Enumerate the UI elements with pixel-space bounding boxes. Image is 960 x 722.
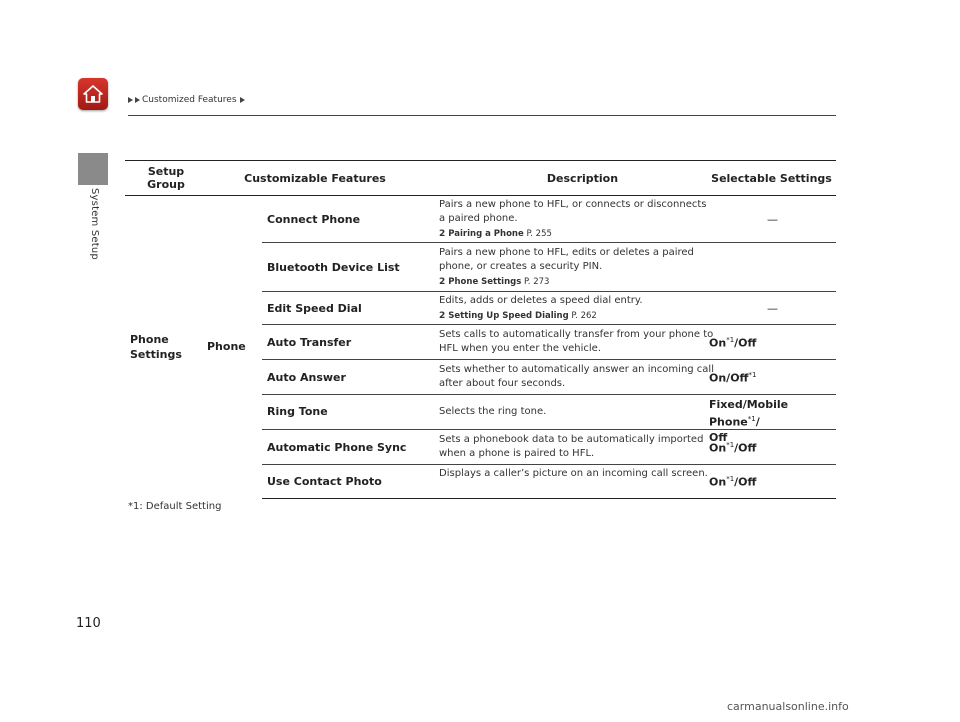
- header-selectable-settings: Selectable Settings: [711, 171, 832, 185]
- reference-title: Phone Settings: [448, 277, 522, 287]
- feature-name: Automatic Phone Sync: [267, 441, 407, 454]
- setting-value: On/Off$^{*1}$: [709, 371, 757, 385]
- setting-value: On$^{*1}$/Off: [709, 336, 757, 350]
- default-marker: *1: [748, 371, 757, 379]
- reference-arrow-icon: 2: [439, 311, 446, 321]
- feature-name: Bluetooth Device List: [267, 261, 400, 274]
- description-text: Pairs a new phone to HFL, edits or deletes a paired phone, or creates a security PIN.: [439, 247, 694, 272]
- breadcrumb-arrow-icon: [240, 97, 245, 103]
- table-row: [262, 395, 836, 444]
- feature-name: Use Contact Photo: [267, 475, 382, 488]
- feature-description: [439, 246, 714, 289]
- reference-title: Pairing a Phone: [448, 229, 524, 239]
- table-row: [262, 464, 836, 499]
- breadcrumb-arrow-icon: [128, 97, 133, 103]
- default-marker: *1: [726, 475, 735, 483]
- cross-reference[interactable]: [439, 227, 714, 241]
- feature-name: Auto Transfer: [267, 336, 352, 349]
- home-icon[interactable]: [78, 78, 108, 110]
- settings-table: [125, 160, 836, 489]
- page-number: 110: [76, 616, 101, 631]
- header-customizable-features: Customizable Features: [244, 171, 386, 185]
- feature-name: Ring Tone: [267, 405, 328, 418]
- table-row: [262, 196, 836, 243]
- chapter-tab[interactable]: [78, 153, 108, 185]
- setting-value: —: [767, 213, 778, 226]
- breadcrumb: [128, 95, 247, 105]
- feature-description: [439, 294, 714, 323]
- table-row: [262, 430, 836, 465]
- description-text: Sets a phonebook data to be automatically imported when a phone is paired to HFL.: [439, 434, 704, 459]
- description-text: Selects the ring tone.: [439, 406, 547, 417]
- description-text: Sets calls to automatically transfer from your phone to HFL when you enter the vehicle.: [439, 329, 714, 354]
- setting-value: —: [767, 302, 778, 315]
- header-description: Description: [546, 171, 619, 185]
- chapter-label: System Setup: [89, 188, 100, 260]
- reference-page: P. 262: [571, 311, 597, 321]
- setting-value: Fixed/Mobile Phone$^{*1}$/ Off: [709, 398, 789, 444]
- cross-reference[interactable]: [439, 309, 714, 323]
- reference-arrow-icon: 2: [439, 229, 446, 239]
- feature-name: Edit Speed Dial: [267, 302, 362, 315]
- watermark: carmanualsonline.info: [727, 700, 849, 713]
- breadcrumb-link[interactable]: Customized Features: [142, 95, 237, 105]
- setup-group-label: Phone Settings: [130, 333, 182, 361]
- setting-value: On$^{*1}$/Off: [709, 441, 757, 455]
- feature-description: [439, 198, 714, 241]
- description-text: Displays a caller’s picture on an incoming call screen.: [439, 468, 708, 479]
- table-row: [262, 243, 836, 292]
- house-glyph-icon: [82, 83, 104, 105]
- description-text: Edits, adds or deletes a speed dial entry.: [439, 295, 643, 306]
- reference-title: Setting Up Speed Dialing: [448, 311, 569, 321]
- setting-value: On$^{*1}$/Off: [709, 475, 757, 489]
- breadcrumb-arrow-icon: [135, 97, 140, 103]
- header-setup-group: Setup Group: [147, 165, 185, 191]
- table-row: [262, 325, 836, 360]
- cross-reference[interactable]: [439, 275, 714, 289]
- description-text: Pairs a new phone to HFL, or connects or disconnects a paired phone.: [439, 199, 707, 224]
- header-rule: [128, 115, 836, 116]
- reference-page: P. 255: [526, 229, 552, 239]
- reference-arrow-icon: 2: [439, 277, 446, 287]
- table-header: [125, 160, 836, 196]
- description-text: Sets whether to automatically answer an incoming call after about four seconds.: [439, 364, 714, 389]
- footnote: *1: Default Setting: [128, 501, 222, 512]
- feature-name: Connect Phone: [267, 213, 361, 226]
- feature-name: Auto Answer: [267, 371, 346, 384]
- table-row: [262, 360, 836, 395]
- table-row: [262, 292, 836, 325]
- default-marker: *1: [747, 415, 756, 423]
- default-marker: *1: [726, 441, 735, 449]
- setup-subgroup-label: Phone: [207, 340, 246, 353]
- reference-page: P. 273: [524, 277, 550, 287]
- default-marker: *1: [726, 336, 735, 344]
